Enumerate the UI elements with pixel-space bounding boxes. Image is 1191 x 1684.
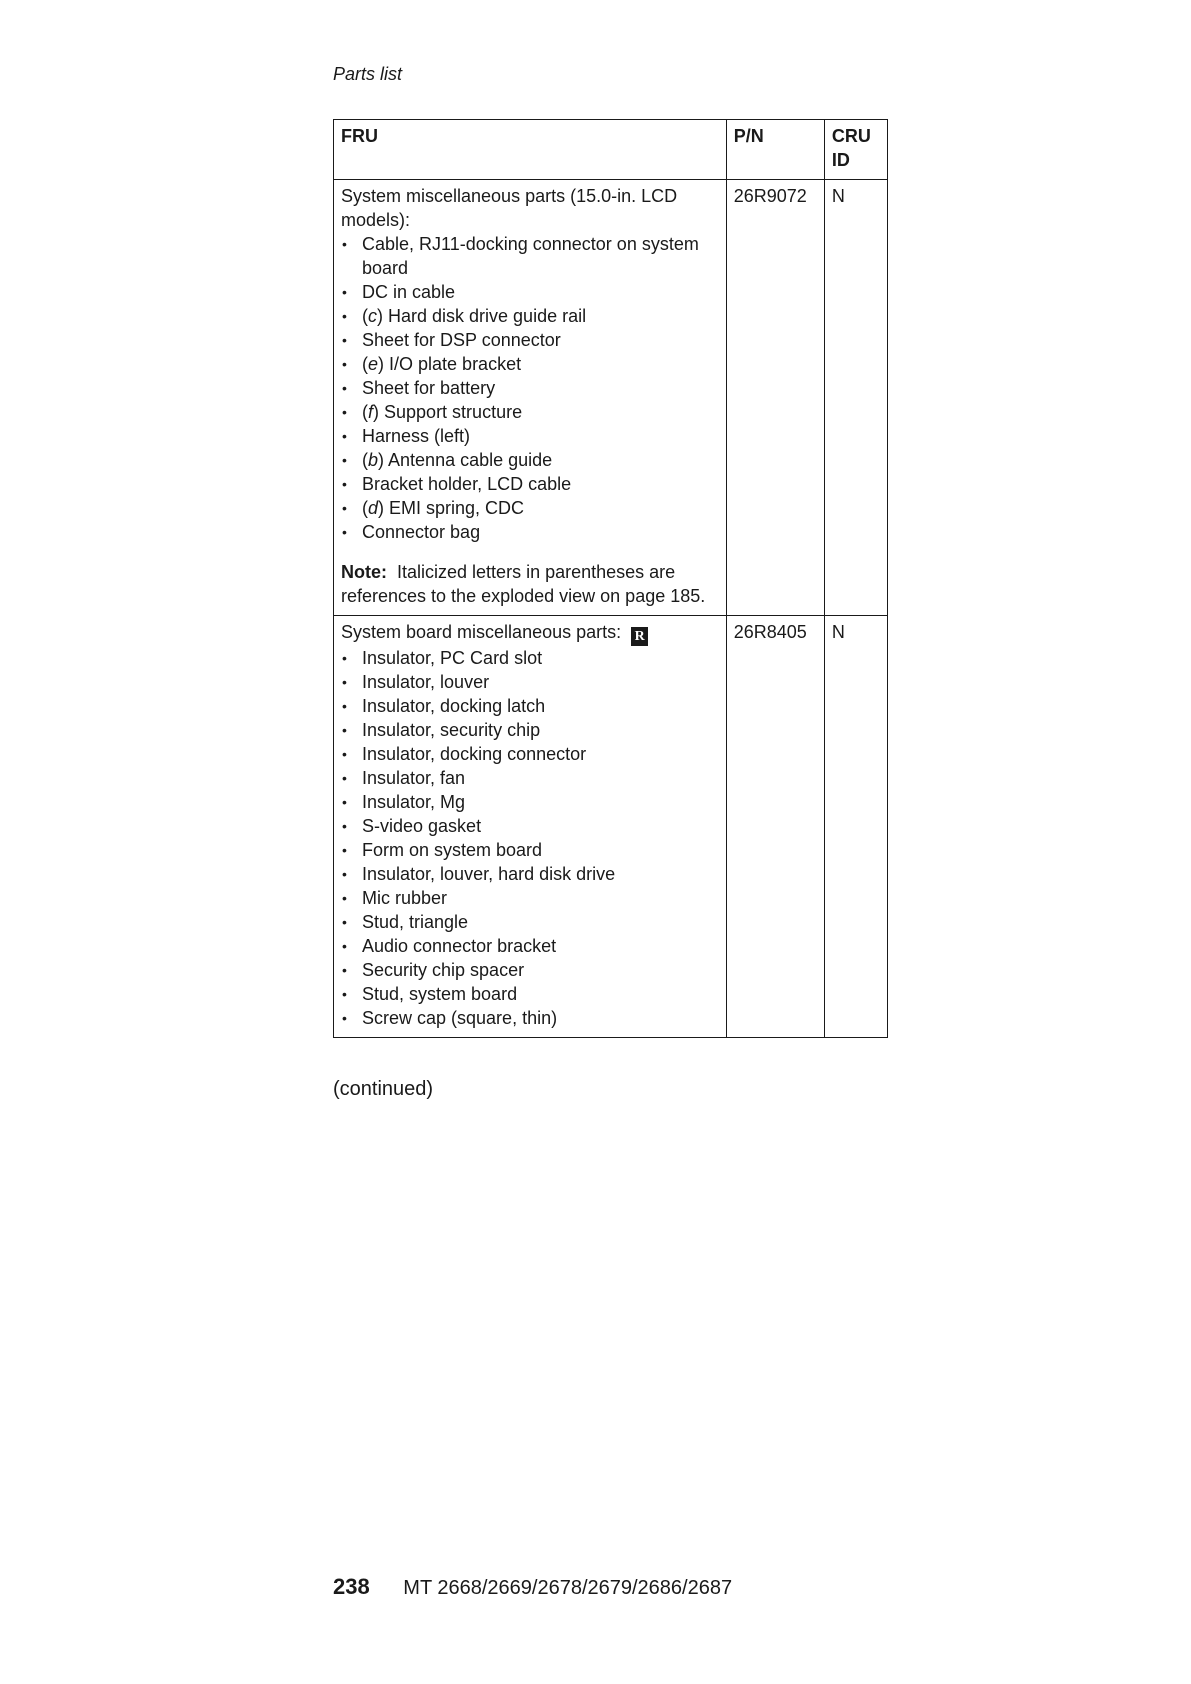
fru-description: System miscellaneous parts (15.0-in. LCD models): — [341, 186, 678, 230]
list-item — [341, 694, 719, 718]
running-header: Parts list — [333, 64, 403, 84]
list-item — [341, 424, 719, 448]
list-item-text: Stud, triangle — [362, 912, 469, 932]
fru-description-line — [341, 620, 719, 646]
list-item — [341, 862, 719, 886]
note-text: Italicized letters in parentheses are references to the exploded view on page 185. — [341, 562, 706, 606]
r-badge-icon: R — [631, 627, 648, 646]
list-item — [341, 376, 719, 400]
list-item: • (b) Antenna cable guide — [341, 448, 719, 472]
list-item-text: Security chip spacer — [362, 960, 525, 980]
list-item — [341, 790, 719, 814]
column-header-fru: FRU — [334, 120, 727, 180]
list-item — [341, 838, 719, 862]
list-item — [341, 670, 719, 694]
list-item — [341, 958, 719, 982]
list-item: • (f) Support structure — [341, 400, 719, 424]
list-item-text: Stud, system board — [362, 984, 518, 1004]
reference-letter: b — [368, 450, 379, 470]
list-item-text: EMI spring, CDC — [389, 498, 525, 518]
continued-label: (continued) — [333, 1078, 434, 1100]
list-item-text: Harness (left) — [362, 426, 471, 446]
list-item — [341, 718, 719, 742]
list-item-text: Insulator, docking connector — [362, 744, 587, 764]
fru-description: System board miscellaneous parts: — [341, 622, 622, 642]
list-item — [341, 646, 719, 670]
column-header-pn: P/N — [726, 120, 824, 180]
list-item — [341, 328, 719, 352]
list-item — [341, 934, 719, 958]
page-number: 238 — [333, 1574, 370, 1599]
list-item-text: Insulator, louver — [362, 672, 490, 692]
list-item-text: Sheet for DSP connector — [362, 330, 561, 350]
list-item: • (e) I/O plate bracket — [341, 352, 719, 376]
list-item-text: Screw cap (square, thin) — [362, 1008, 558, 1028]
list-item — [341, 910, 719, 934]
table-header-row — [334, 120, 888, 180]
reference-letter: f — [368, 402, 374, 422]
reference-letter: c — [368, 306, 377, 326]
list-item-text: Insulator, security chip — [362, 720, 541, 740]
list-item: • (c) Hard disk drive guide rail — [341, 304, 719, 328]
list-item — [341, 232, 719, 280]
list-item-text: Insulator, louver, hard disk drive — [362, 864, 616, 884]
note-label: Note: — [341, 562, 387, 582]
list-item — [341, 982, 719, 1006]
list-item-text: Form on system board — [362, 840, 543, 860]
note — [341, 560, 719, 608]
list-item-text: Bracket holder, LCD cable — [362, 474, 572, 494]
part-number-cell: 26R8405 — [726, 616, 824, 1038]
table-row — [334, 180, 888, 616]
list-item — [341, 280, 719, 304]
list-item — [341, 520, 719, 544]
list-item-text: Sheet for battery — [362, 378, 496, 398]
list-item-text: Insulator, fan — [362, 768, 466, 788]
reference-letter: d — [368, 498, 379, 518]
column-header-cru-id: CRU ID — [824, 120, 887, 180]
list-item-text: Connector bag — [362, 522, 481, 542]
fru-item-list — [341, 646, 719, 1030]
list-item — [341, 886, 719, 910]
cru-id-cell: N — [824, 180, 887, 616]
fru-item-list — [341, 232, 719, 544]
list-item-text: Audio connector bracket — [362, 936, 557, 956]
list-item-text: Cable, RJ11-docking connector on system board — [362, 234, 699, 278]
list-item-text: I/O plate bracket — [389, 354, 522, 374]
list-item: • (d) EMI spring, CDC — [341, 496, 719, 520]
list-item-text: DC in cable — [362, 282, 456, 302]
footer-text: MT 2668/2669/2678/2679/2686/2687 — [403, 1577, 733, 1599]
list-item-text: S-video gasket — [362, 816, 482, 836]
part-number-cell: 26R9072 — [726, 180, 824, 616]
table-row — [334, 616, 888, 1038]
list-item-text: Insulator, PC Card slot — [362, 648, 543, 668]
list-item-text: Insulator, docking latch — [362, 696, 546, 716]
list-item — [341, 742, 719, 766]
fru-cell — [334, 180, 727, 616]
reference-letter: e — [368, 354, 379, 374]
page-footer — [333, 1574, 732, 1600]
list-item — [341, 766, 719, 790]
cru-id-cell: N — [824, 616, 887, 1038]
list-item — [341, 814, 719, 838]
parts-table — [333, 119, 888, 1038]
list-item — [341, 1006, 719, 1030]
list-item — [341, 472, 719, 496]
fru-cell — [334, 616, 727, 1038]
list-item-text: Support structure — [384, 402, 523, 422]
list-item-text: Hard disk drive guide rail — [388, 306, 587, 326]
list-item-text: Mic rubber — [362, 888, 448, 908]
list-item-text: Insulator, Mg — [362, 792, 466, 812]
list-item-text: Antenna cable guide — [388, 450, 553, 470]
